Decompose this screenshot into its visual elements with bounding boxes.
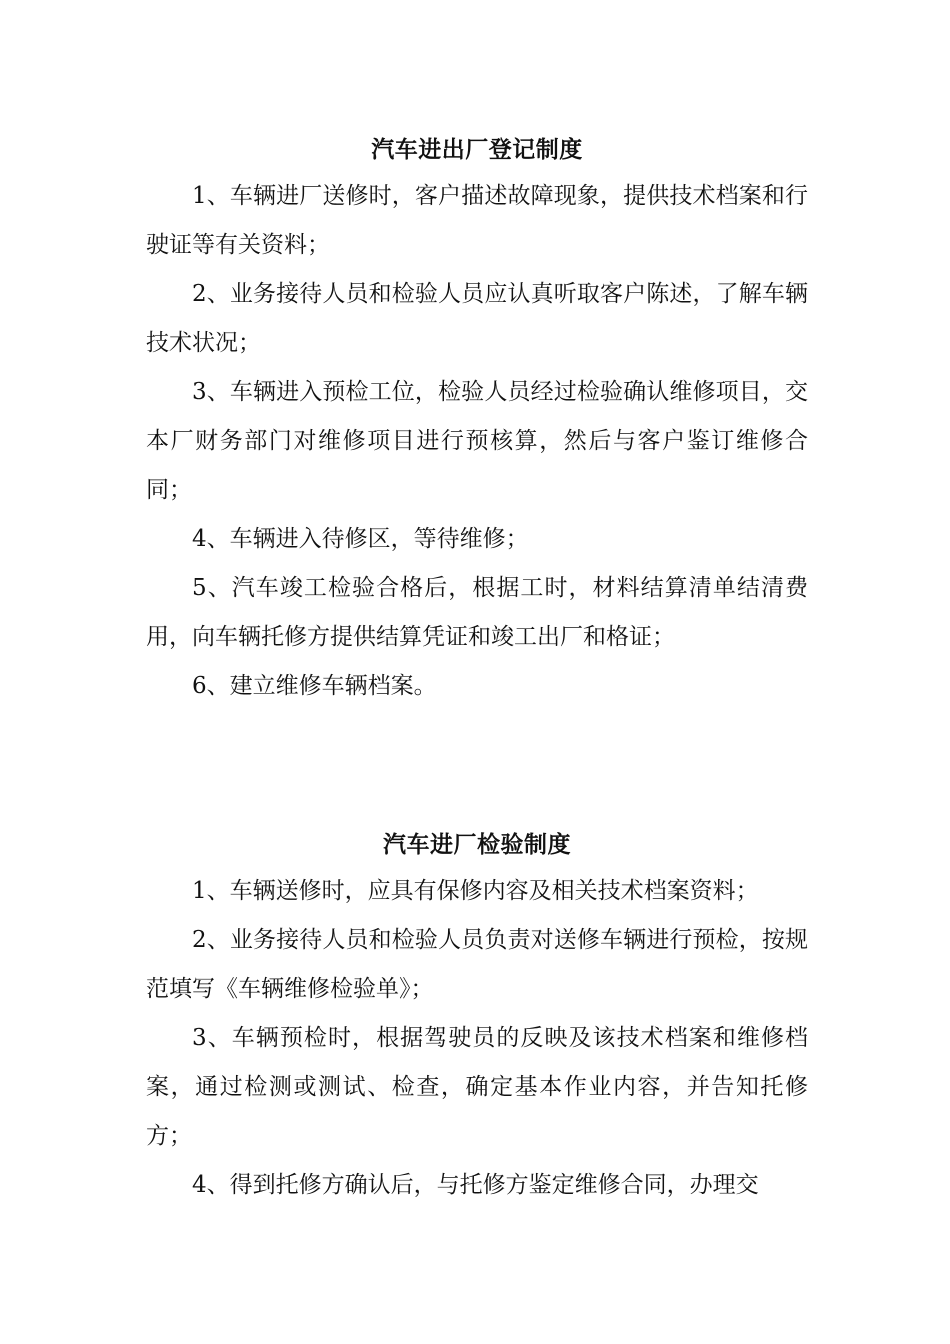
paragraph: 3、车辆进入预检工位，检验人员经过检验确认维修项目，交本厂财务部门对维修项目进行预核算，然后与客户鉴订维修合同； [146,379,808,503]
section-title: 汽车进出厂登记制度 [371,136,583,163]
paragraph: 3、车辆预检时，根据驾驶员的反映及该技术档案和维修档案，通过检测或测试、检查，确定基本作业内容，并告知托修方； [146,1025,808,1149]
paragraph: 1、车辆送修时，应具有保修内容及相关技术档案资料； [192,878,759,904]
section-title: 汽车进厂检验制度 [383,831,571,858]
paragraph: 4、得到托修方确认后，与托修方鉴定维修合同，办理交 [192,1172,759,1198]
paragraph: 6、建立维修车辆档案。 [192,673,437,699]
paragraph: 1、车辆进厂送修时，客户描述故障现象，提供技术档案和行驶证等有关资料； [146,183,808,258]
paragraph: 5、汽车竣工检验合格后，根据工时，材料结算清单结清费用，向车辆托修方提供结算凭证和竣工出厂和格证； [146,575,808,650]
paragraph: 4、车辆进入待修区，等待维修； [192,526,529,552]
paragraph: 2、业务接待人员和检验人员应认真听取客户陈述，了解车辆技术状况； [146,281,808,356]
section-registration-system [146,127,808,711]
section-inspection-system [146,822,808,1210]
paragraph: 2、业务接待人员和检验人员负责对送修车辆进行预检，按规范填写《车辆维修检验单》； [146,927,808,1002]
